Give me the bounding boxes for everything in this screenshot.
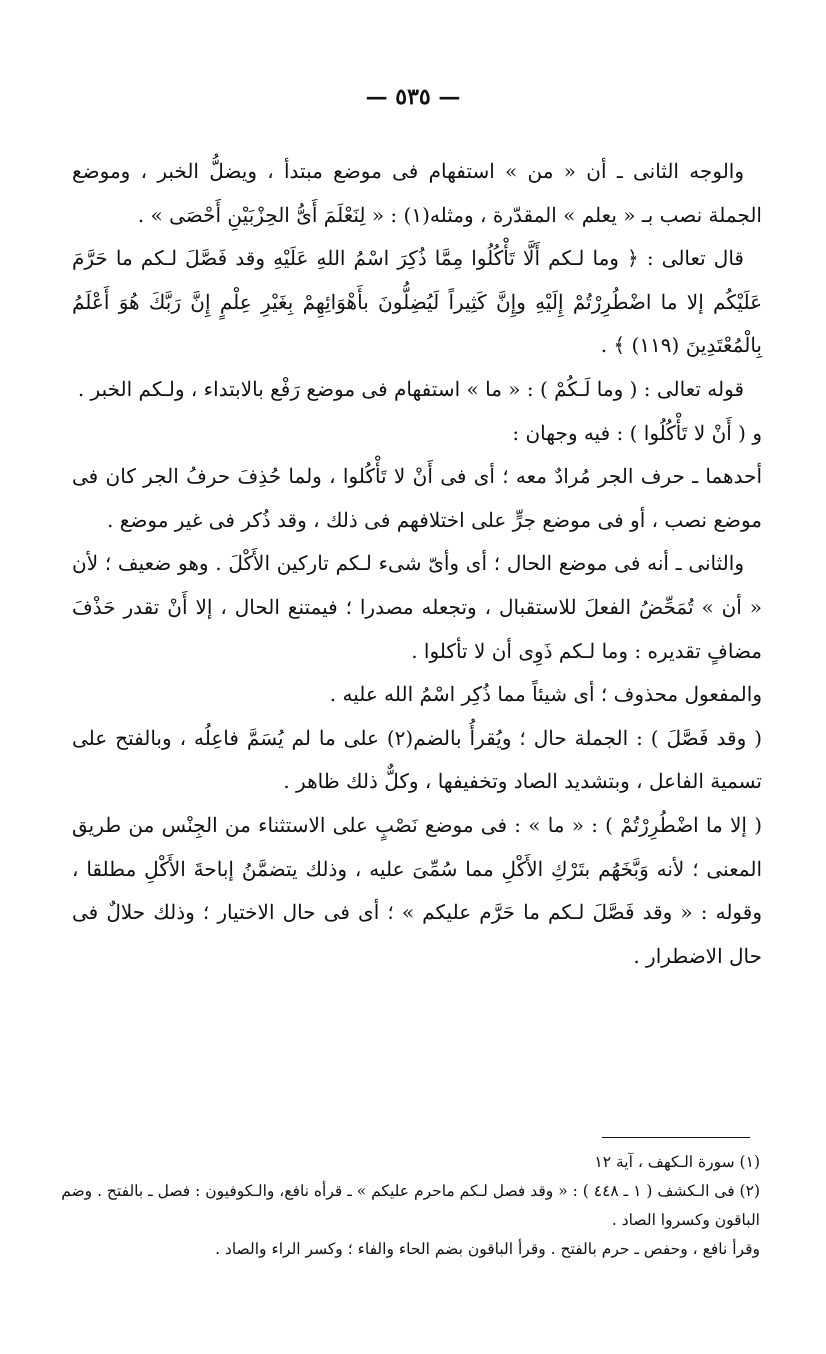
paragraph: قوله تعالى : ( وما لَـكُمْ ) : « ما » استفهام فى موضع رَفْع بالابتداء ، ولـكم الخبر .	[77, 376, 744, 401]
paragraph: والمفعول محذوف ؛ أى شيئاً مما ذُكِر اسْمُ الله عليه .	[329, 682, 762, 707]
footnotes	[60, 1148, 760, 1264]
paragraph: والثانى ـ أنه فى موضع الحال ؛ أى وأىّ شىء لـكم تاركين الأَكْلَ . وهو ضعيف ؛ لأن « أن » تُمَحِّضُ الفعلَ للاستقبال ، وتجعله مصدرا ؛ فيمتنع الحال ، إلا أَنْ تقدر حَذْفَ مضافٍ تقديره : وما لـكم ذَوِى أن لا تأكلوا .	[72, 551, 762, 663]
paragraph: ( إلا ما اضْطُرِرْتُمْ ) : « ما » : فى موضع نَصْبٍ على الاستثناء من الجِنْس من طريق المعنى ؛ لأنه وَبَّخَهُم بتَرْكِ الأَكْلِ مما سُمِّىَ عليه ، وذلك يتضمَّنُ إباحةَ الأَكْلِ مطلقا ، وقوله : « وقد فَصَّلَ لـكم ما حَرَّم عليكم » ؛ أى فى حال الاختيار ؛ وذلك حلالٌ فى حال الاضطرار .	[72, 812, 762, 968]
main-text	[72, 150, 762, 978]
footnote-1: (١) سورة الـكهف ، آية ١٢	[594, 1153, 760, 1171]
footnote-2: (٢) فى الـكشف ( ١ ـ ٤٤٨ ) : « وقد فصل لـكم ماحرم عليكم » ـ قرأه نافع، والـكوفيون : فصل ـ بالفتح . وضم الباقون وكسروا الصاد .	[61, 1182, 760, 1229]
page-number: — ٥٣٥ —	[365, 84, 461, 110]
paragraph: و ( أَنْ لا تَأْكُلُوا ) : فيه وجهان :	[512, 420, 762, 445]
paragraph: ( وقد فَصَّلَ ) : الجملة حال ؛ ويُقرأُ بالضم(٢) على ما لم يُسَمَّ فاعِلُه ، وبالفتح على تسمية الفاعل ، وبتشديد الصاد وتخفيفها ، وكلٌّ ذلك ظاهر .	[72, 725, 762, 794]
quran-verse: قال تعالى : ﴿ وما لـكم أَلَّا تَأْكُلُوا مِمَّا ذُكِرَ اسْمُ اللهِ عَلَيْهِ وقد فَصَّلَ لـكم ما حَرَّمَ عَلَيْكُم إلا ما اضْطُرِرْتُمْ إِلَيْهِ وإِنَّ كَثِيراً لَيُضِلُّونَ بأَهْوَائِهِمْ بِغَيْرِ عِلْمٍ إِنَّ رَبَّكَ هُوَ أَعْلَمُ بِالْمُعْتَدِينَ (١١٩) ﴾ .	[72, 246, 762, 358]
footnote-divider	[602, 1137, 750, 1138]
paragraph: والوجه الثانى ـ أن « من » استفهام فى موضع مبتدأ ، ويضلُّ الخبر ، وموضع الجملة نصب بـ « يعلم » المقدّرة ، ومثله(١) : « لِنَعْلَمَ أَىُّ الحِزْبَيْنِ أَحْصَى » .	[72, 159, 762, 227]
paragraph: أحدهما ـ حرف الجر مُرادٌ معه ؛ أى فى أَنْ لا تَأْكُلوا ، ولما حُذِفَ حرفُ الجر كان فى موضع نصب ، أو فى موضع جرٍّ على اختلافهم فى ذلك ، وقد ذُكر فى غير موضع .	[72, 464, 762, 532]
footnote-2-continuation: وقرأ نافع ، وحفص ـ حرم بالفتح . وقرأ الباقون بضم الحاء والفاء ؛ وكسر الراء والصاد .	[215, 1240, 760, 1258]
